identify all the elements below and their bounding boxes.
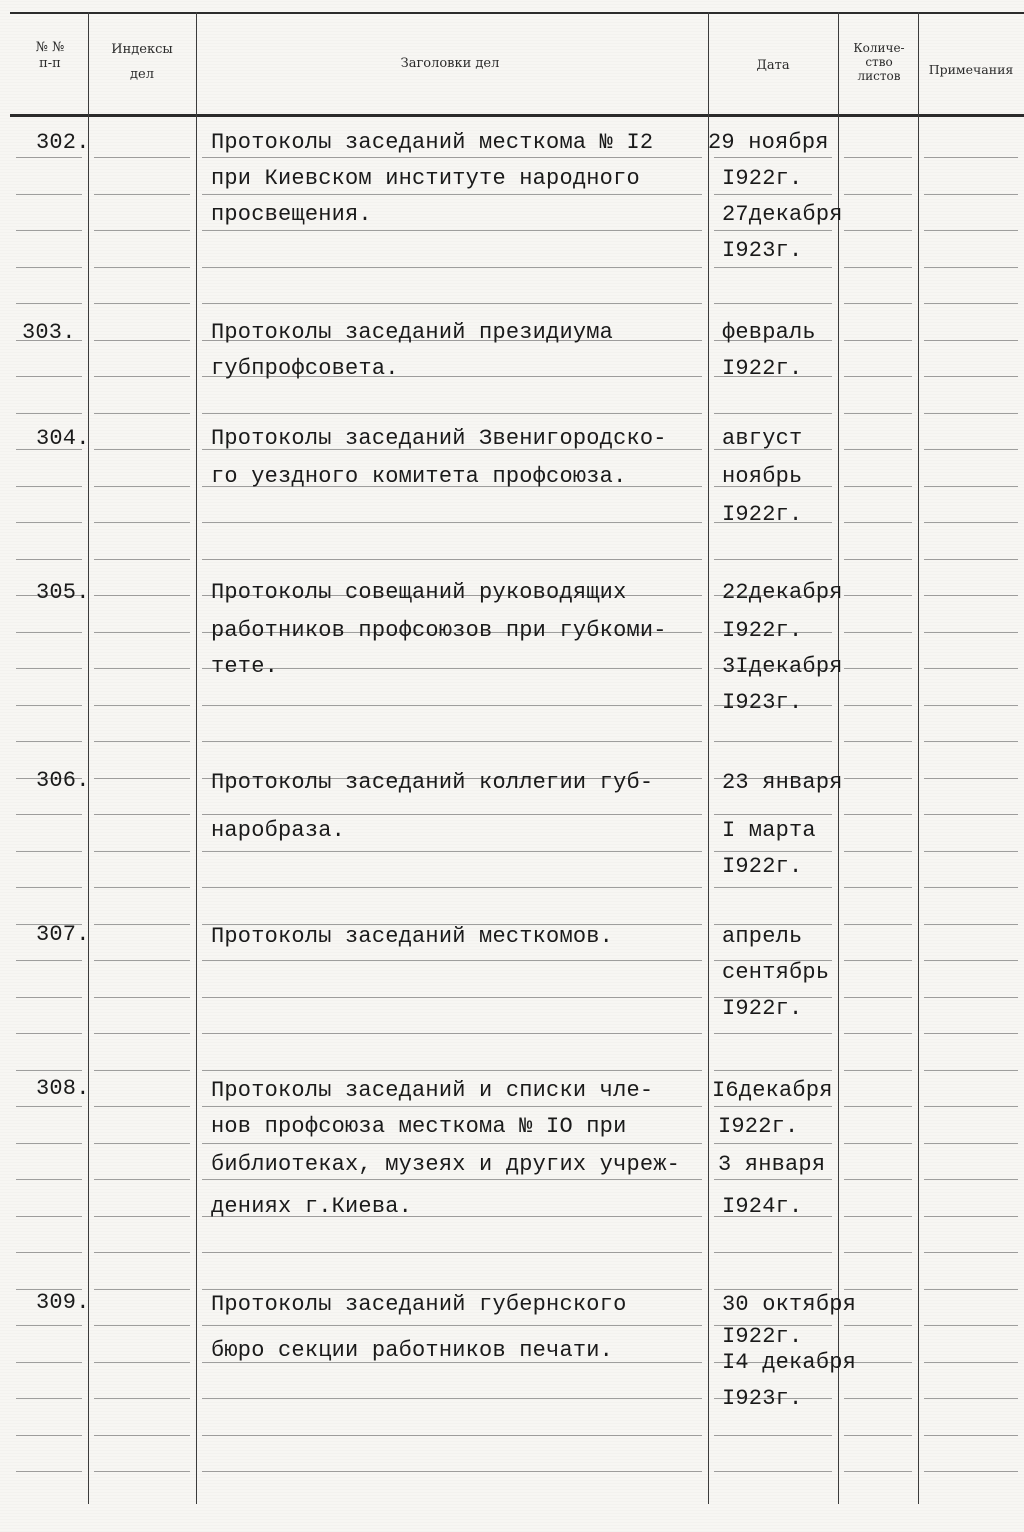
row-date-line: I922г. [718,1114,799,1139]
row-date-line: I922г. [722,166,803,191]
ruled-line [844,1070,912,1071]
row-title-line: при Киевском институте народного [211,166,640,191]
ruled-line [714,814,832,815]
ruled-line [202,960,702,961]
ruled-line [924,705,1018,706]
ruled-line [924,1143,1018,1144]
ruled-line [16,267,82,268]
ruled-line [16,1362,82,1363]
ruled-line [16,230,82,231]
header-number: № № п-п [35,40,65,72]
ruled-line [16,1252,82,1253]
ruled-line [924,778,1018,779]
row-date-line: 30 октября [722,1292,857,1317]
row-date-line: I922г. [722,996,803,1021]
ruled-line [16,741,82,742]
ruled-line [844,449,912,450]
ruled-line [16,997,82,998]
ruled-line [844,1471,912,1472]
ruled-line [714,1143,832,1144]
ruled-line [924,1325,1018,1326]
ruled-line [924,997,1018,998]
row-date-line: 27декабря [722,202,843,227]
ruled-line [924,486,1018,487]
ruled-line [924,887,1018,888]
row-date-line: апрель [722,924,803,949]
row-number: 309. [36,1290,90,1315]
ruled-line [714,887,832,888]
ruled-line [16,1398,82,1399]
ruled-line [844,194,912,195]
ruled-line [202,851,702,852]
ruled-line [924,267,1018,268]
ruled-line [844,1179,912,1180]
ruled-line [16,1179,82,1180]
ruled-line [94,778,190,779]
ruled-line [202,1325,702,1326]
row-date-line: ноябрь [722,464,803,489]
ruled-line [94,449,190,450]
ruled-line [94,157,190,158]
ruled-line [202,267,702,268]
column-rule-5 [918,12,919,1504]
ruled-line [16,705,82,706]
ruled-line [94,1216,190,1217]
row-date-line: 22декабря [722,580,843,605]
header-notes: Примечания [928,62,1014,77]
ruled-line [94,705,190,706]
ruled-line [16,522,82,523]
row-title-line: го уездного комитета профсоюза. [211,464,627,489]
ruled-line [714,303,832,304]
ruled-line [924,1252,1018,1253]
ruled-line [16,1033,82,1034]
ruled-line [924,1471,1018,1472]
ruled-line [844,230,912,231]
row-date-line: I922г. [722,1324,803,1349]
ruled-line [844,705,912,706]
ruled-line [714,851,832,852]
row-title-line: дениях г.Киева. [211,1194,413,1219]
row-date-line: I923г. [722,238,803,263]
ruled-line [844,924,912,925]
ruled-line [714,1106,832,1107]
ruled-line [844,303,912,304]
column-rule-3 [708,12,709,1504]
ruled-line [844,632,912,633]
ruled-line [844,1252,912,1253]
row-date-line: 3 января [718,1152,826,1177]
ruled-line [714,157,832,158]
ruled-line [924,1106,1018,1107]
ruled-line [94,741,190,742]
ruled-line [202,887,702,888]
ruled-line [94,1398,190,1399]
ruled-line [924,376,1018,377]
ruled-line [202,230,702,231]
ruled-line [714,1435,832,1436]
ruled-line [94,997,190,998]
row-number: 302. [36,130,90,155]
ruled-line [94,559,190,560]
ruled-line [924,340,1018,341]
ruled-line [924,522,1018,523]
ruled-line [714,559,832,560]
row-number: 305. [36,580,90,605]
ruled-line [714,413,832,414]
ruled-line [924,157,1018,158]
ruled-line [16,194,82,195]
ruled-line [202,741,702,742]
ruled-line [202,1070,702,1071]
ruled-line [16,887,82,888]
ruled-line [924,924,1018,925]
ruled-line [924,194,1018,195]
header-sheet-count: Количе- ство листов [853,41,905,83]
ruled-line [94,960,190,961]
row-title-line: наробраза. [211,818,346,843]
ruled-line [844,413,912,414]
ruled-line [94,814,190,815]
row-title-line: библиотеках, музеях и других учреж- [211,1152,681,1177]
ruled-line [94,1471,190,1472]
row-date-line: I923г. [722,690,803,715]
row-title-line: Протоколы заседаний Звенигородско- [211,426,667,451]
ruled-line [94,595,190,596]
row-title-line: Протоколы совещаний руководящих [211,580,627,605]
ruled-line [844,668,912,669]
ruled-line [202,194,702,195]
ruled-line [16,1325,82,1326]
ruled-line [924,1435,1018,1436]
row-title-line: Протоколы заседаний губернского [211,1292,627,1317]
ruled-line [714,1471,832,1472]
ruled-line [924,413,1018,414]
ruled-line [844,1033,912,1034]
ruled-line [94,1179,190,1180]
ruled-line [924,559,1018,560]
ruled-line [924,814,1018,815]
ruled-line [16,157,82,158]
row-title-line: бюро секции работников печати. [211,1338,614,1363]
ruled-line [16,1070,82,1071]
ruled-line [202,1179,702,1180]
ruled-line [924,1216,1018,1217]
ruled-line [844,960,912,961]
ruled-line [844,1398,912,1399]
ruled-line [844,595,912,596]
ruled-line [16,1435,82,1436]
header-index: Индексы дел [111,42,173,82]
ruled-line [16,413,82,414]
ruled-line [844,1106,912,1107]
ruled-line [924,1362,1018,1363]
row-date-line: I6декабря [712,1078,833,1103]
ruled-line [202,303,702,304]
row-date-line: I марта [722,818,816,843]
ruled-line [924,449,1018,450]
ruled-line [94,1106,190,1107]
ruled-line [844,486,912,487]
ruled-line [94,924,190,925]
row-number: 307. [36,922,90,947]
ruled-line [202,1435,702,1436]
ruled-line [94,376,190,377]
ruled-line [94,340,190,341]
ruled-line [924,851,1018,852]
ruled-line [714,1289,832,1290]
ruled-line [202,1033,702,1034]
ruled-line [202,1143,702,1144]
ruled-line [714,194,832,195]
ruled-line [924,960,1018,961]
ruled-line [94,1325,190,1326]
ruled-line [844,1216,912,1217]
ruled-line [94,267,190,268]
ruled-line [94,1033,190,1034]
header-title: Заголовки дел [400,56,500,71]
row-date-line: 3Iдекабря [722,654,843,679]
row-date-line: I924г. [722,1194,803,1219]
ruled-line [924,668,1018,669]
row-number: 306. [36,768,90,793]
row-date-line: I923г. [722,1386,803,1411]
row-title-line: просвещения. [211,202,372,227]
ruled-line [202,1471,702,1472]
ruled-line [16,303,82,304]
ruled-line [94,303,190,304]
ruled-line [714,267,832,268]
ruled-line [94,230,190,231]
row-number: 304. [36,426,90,451]
ruled-line [94,522,190,523]
ruled-line [202,705,702,706]
ruled-line [844,851,912,852]
ruled-line [844,814,912,815]
ruled-line [94,1252,190,1253]
ruled-line [202,413,702,414]
row-date-line: I922г. [722,356,803,381]
ruled-line [94,1143,190,1144]
ruled-line [16,1106,82,1107]
ruled-line [16,668,82,669]
row-date-line: I922г. [722,618,803,643]
ruled-line [714,1179,832,1180]
row-date-line: февраль [722,320,816,345]
ruled-line [714,1033,832,1034]
row-date-line: I4 декабря [722,1350,857,1375]
row-date-line: август [722,426,803,451]
ruled-line [16,486,82,487]
row-title-line: тете. [211,654,279,679]
ruled-line [202,157,702,158]
ruled-line [714,230,832,231]
ruled-line [94,1289,190,1290]
row-date-line: I922г. [722,854,803,879]
row-date-line: I922г. [722,502,803,527]
ruled-line [924,1289,1018,1290]
row-number: 303. [22,320,76,345]
ruled-line [844,340,912,341]
ruled-line [844,559,912,560]
ruled-line [94,1362,190,1363]
row-title-line: Протоколы заседаний месткомов. [211,924,614,949]
ruled-line [16,376,82,377]
ruled-line [924,1398,1018,1399]
row-title-line: Протоколы заседаний и списки чле- [211,1078,654,1103]
ruled-line [202,997,702,998]
row-title-line: Протоколы заседаний месткома № I2 [211,130,654,155]
row-title-line: работников профсоюзов при губкоми- [211,618,667,643]
ruled-line [844,778,912,779]
ruled-line [94,632,190,633]
column-rule-1 [88,12,89,1504]
ruled-line [202,559,702,560]
ruled-line [94,486,190,487]
ruled-line [94,1435,190,1436]
row-date-line: 29 ноября [708,130,829,155]
ruled-line [94,1070,190,1071]
ruled-line [714,1070,832,1071]
ruled-line [924,303,1018,304]
ruled-line [16,960,82,961]
ruled-line [844,1325,912,1326]
ruled-line [94,194,190,195]
ruled-line [202,522,702,523]
ruled-line [94,887,190,888]
ruled-line [714,741,832,742]
ruled-line [16,1143,82,1144]
ruled-line [202,1106,702,1107]
row-title-line: нов профсоюза месткома № IO при [211,1114,627,1139]
ruled-line [924,1070,1018,1071]
ruled-line [16,814,82,815]
ruled-line [202,1252,702,1253]
ruled-line [94,851,190,852]
ruled-line [16,1471,82,1472]
ruled-line [844,1289,912,1290]
ruled-line [202,1398,702,1399]
ruled-line [844,997,912,998]
ruled-line [202,1289,702,1290]
ruled-line [714,1252,832,1253]
row-date-line: 23 января [722,770,843,795]
ruled-line [16,1216,82,1217]
ruled-line [844,741,912,742]
ruled-line [202,814,702,815]
ruled-line [924,230,1018,231]
column-rule-4 [838,12,839,1504]
header-top-rule [10,12,1024,14]
row-number: 308. [36,1076,90,1101]
ruled-line [16,632,82,633]
ruled-line [844,1143,912,1144]
ruled-line [94,413,190,414]
ruled-line [924,595,1018,596]
ruled-line [844,157,912,158]
ruled-line [94,668,190,669]
ruled-line [16,559,82,560]
ruled-line [844,887,912,888]
column-rule-2 [196,12,197,1504]
ruled-line [844,1435,912,1436]
row-date-line: сентябрь [722,960,830,985]
row-title-line: губпрофсовета. [211,356,399,381]
header-date: Дата [756,58,790,73]
ruled-line [924,741,1018,742]
header-bottom-rule [10,114,1024,117]
ruled-line [844,376,912,377]
row-title-line: Протоколы заседаний коллегии губ- [211,770,654,795]
ruled-line [924,1179,1018,1180]
row-title-line: Протоколы заседаний президиума [211,320,614,345]
ruled-line [924,632,1018,633]
ruled-line [844,267,912,268]
ruled-line [16,851,82,852]
ruled-line [924,1033,1018,1034]
ruled-line [844,522,912,523]
